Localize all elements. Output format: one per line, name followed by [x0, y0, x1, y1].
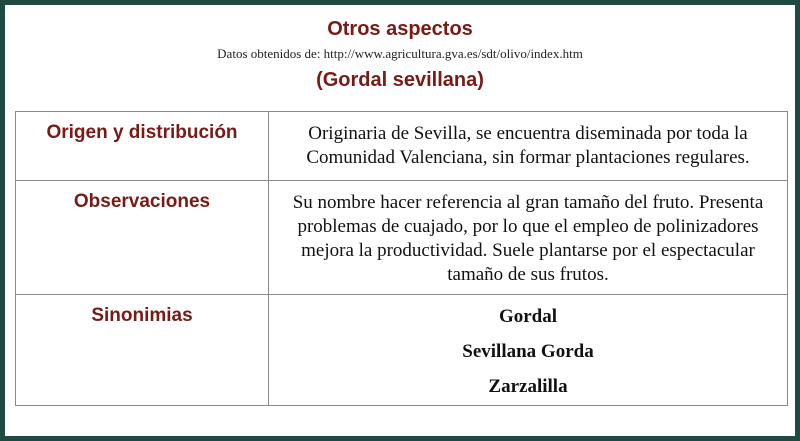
table-row-synonyms — [16, 295, 788, 406]
synonyms-cell — [269, 295, 788, 406]
info-table — [15, 111, 788, 406]
row-value-observations: Su nombre hacer referencia al gran tamaño del fruto. Presenta problemas de cuajado, por lo que el empleo de polinizadores mejora la productividad. Suele plantarse por el espectacular tamaño de sus frutos. — [269, 181, 788, 295]
synonym-item: Sevillana Gorda — [462, 341, 594, 362]
page-title: Otros aspectos — [327, 18, 473, 40]
row-label-synonyms: Sinonimias — [16, 295, 269, 406]
variety-subtitle: (Gordal sevillana) — [316, 69, 484, 91]
table-row-observations — [16, 181, 788, 295]
table-row-origin — [16, 112, 788, 181]
row-label-origin: Origen y distribución — [16, 112, 269, 181]
synonym-item: Gordal — [498, 306, 558, 327]
row-value-origin: Originaria de Sevilla, se encuentra diseminada por toda la Comunidad Valenciana, sin formar plantaciones regulares. — [269, 112, 788, 181]
synonym-item: Zarzalilla — [488, 376, 568, 397]
source-note: Datos obtenidos de: http://www.agricultura.gva.es/sdt/olivo/index.htm — [217, 46, 583, 61]
row-label-observations: Observaciones — [16, 181, 269, 295]
